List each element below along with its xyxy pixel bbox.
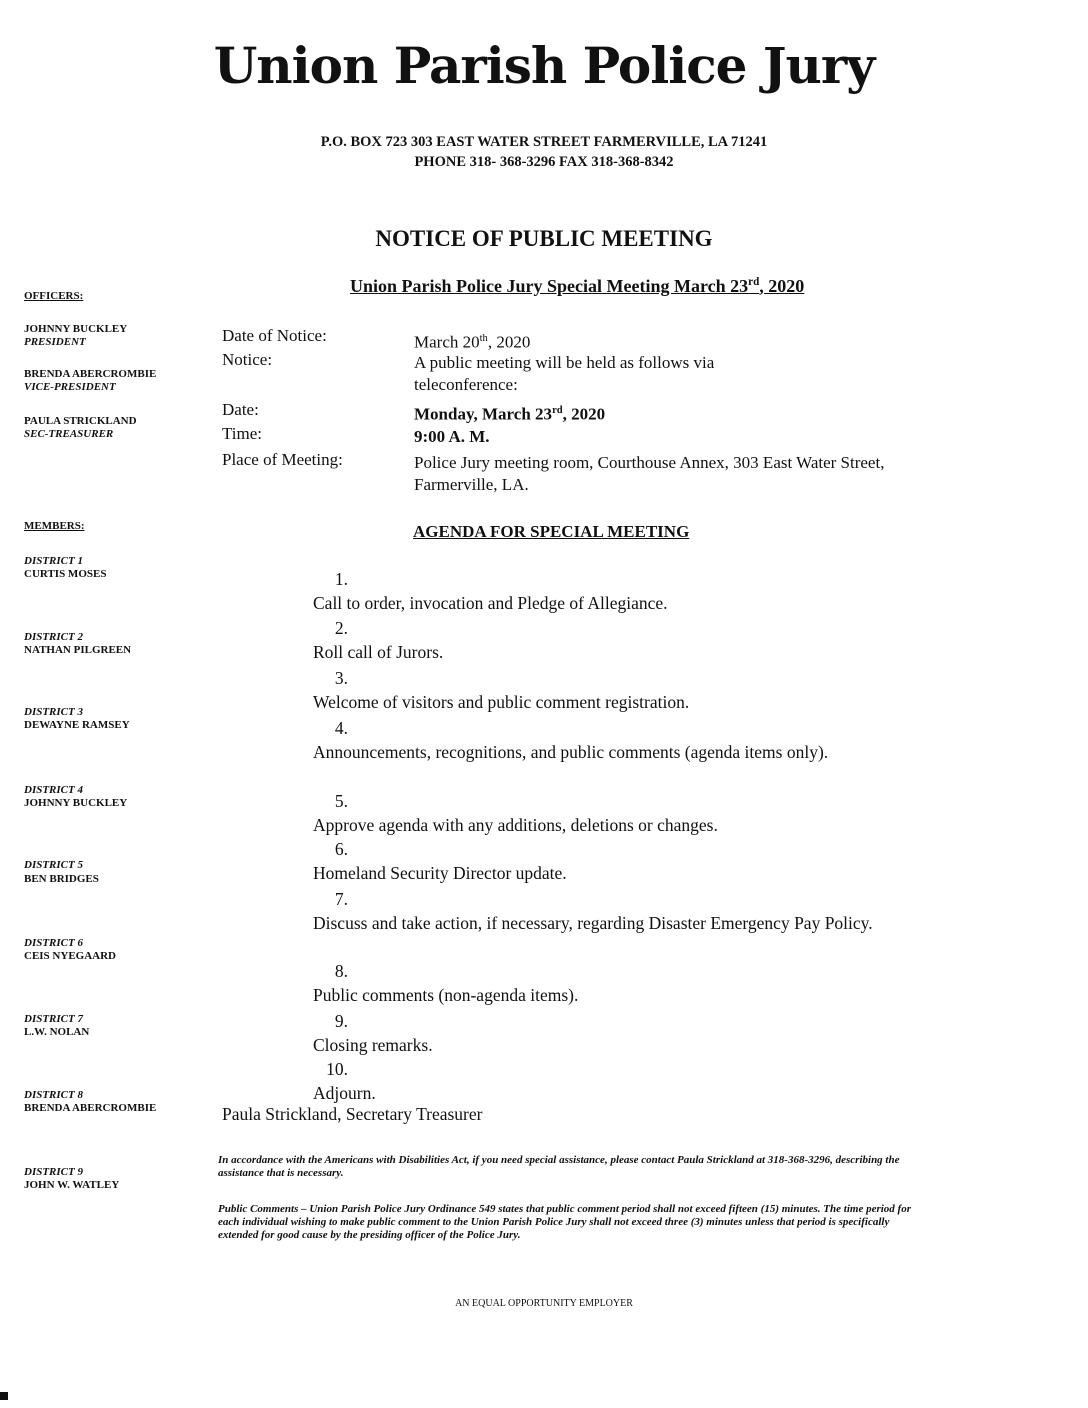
member-name: CEIS NYEGAARD [24, 950, 116, 962]
officer-name: PAULA STRICKLAND [24, 415, 137, 427]
signature-line: Paula Strickland, Secretary Treasurer [222, 1104, 483, 1124]
public-comments-notice: Public Comments – Union Parish Police Jury Ordinance 549 states that public comment period shall not exceed fifteen (15) minutes. The time period for each individual wishing to make public comment to the Union Parish Police Jury shall not exceed three (3) minutes unless that period is specifically extended for good cause by the presiding officer of the Police Jury. [218, 1203, 911, 1241]
notice-label: Notice: [222, 350, 273, 369]
agenda-item [313, 959, 933, 1007]
agenda-item-text: Welcome of visitors and public comment registration. [313, 692, 690, 712]
member-name: DEWAYNE RAMSEY [24, 719, 130, 731]
agenda-item [313, 666, 933, 714]
agenda-item-number: 10. [326, 1059, 348, 1079]
date-of-notice-label: Date of Notice: [222, 326, 327, 345]
meeting-subtitle: Union Parish Police Jury Special Meeting March 23rd, 2020 [350, 276, 805, 296]
agenda-item [313, 837, 933, 885]
agenda-item [313, 567, 933, 615]
member-district: DISTRICT 1 [24, 555, 83, 567]
agenda-item-text: Announcements, recognitions, and public comments (agenda items only). [313, 742, 829, 762]
date-value: Monday, March 23rd, 2020 [414, 404, 606, 424]
agenda-item [313, 1057, 933, 1105]
date-of-notice-value: March 20th, 2020 [414, 332, 531, 352]
agenda-item [313, 887, 933, 935]
member-district: DISTRICT 7 [24, 1013, 83, 1025]
agenda-item [313, 1009, 933, 1057]
date-label: Date: [222, 400, 259, 419]
agenda-item-text: Approve agenda with any additions, deletions or changes. [313, 815, 718, 835]
agenda-item-number: 6. [334, 839, 348, 859]
place-label: Place of Meeting: [222, 450, 343, 469]
officer-role: PRESIDENT [24, 336, 86, 348]
officer-name: JOHNNY BUCKLEY [24, 323, 128, 335]
member-name: NATHAN PILGREEN [24, 644, 132, 656]
agenda-item-number: 1. [334, 569, 348, 589]
member-district: DISTRICT 8 [24, 1089, 83, 1101]
member-name: CURTIS MOSES [24, 568, 107, 580]
agenda-item [313, 616, 933, 664]
member-district: DISTRICT 3 [24, 706, 83, 718]
member-district: DISTRICT 2 [24, 631, 83, 643]
members-heading: MEMBERS: [24, 520, 85, 532]
member-district: DISTRICT 9 [24, 1166, 83, 1178]
officer-role: SEC-TREASURER [24, 428, 114, 440]
agenda-item-number: 4. [334, 718, 348, 738]
member-district: DISTRICT 4 [24, 784, 83, 796]
officer-name: BRENDA ABERCROMBIE [24, 368, 157, 380]
phone-line: PHONE 318- 368-3296 FAX 318-368-8342 [414, 154, 674, 170]
agenda-item-text: Public comments (non-agenda items). [313, 985, 579, 1005]
ada-notice: In accordance with the Americans with Disabilities Act, if you need special assistance, please contact Paula Strickland at 318-368-3296, describing the assistance that is necessary. [218, 1154, 900, 1179]
address-line: P.O. BOX 723 303 EAST WATER STREET FARMERVILLE, LA 71241 [320, 134, 768, 150]
notice-title: NOTICE OF PUBLIC MEETING [375, 226, 713, 251]
agenda-item-text: Adjourn. [313, 1083, 376, 1103]
member-name: BEN BRIDGES [24, 873, 99, 885]
member-name: L.W. NOLAN [24, 1026, 90, 1038]
agenda-item-text: Roll call of Jurors. [313, 642, 444, 662]
time-value: 9:00 A. M. [414, 427, 490, 446]
member-district: DISTRICT 5 [24, 859, 83, 871]
member-name: JOHNNY BUCKLEY [24, 797, 128, 809]
agenda-item-number: 9. [334, 1011, 348, 1031]
place-value: Police Jury meeting room, Courthouse Annex, 303 East Water Street, Farmerville, LA. [414, 453, 885, 494]
officers-heading: OFFICERS: [24, 290, 84, 302]
agenda-item-number: 2. [334, 618, 348, 638]
agenda-item [313, 716, 933, 764]
agenda-item-text: Homeland Security Director update. [313, 863, 567, 883]
time-label: Time: [222, 424, 263, 443]
footer-equal-opportunity: AN EQUAL OPPORTUNITY EMPLOYER [455, 1298, 633, 1309]
agenda-item-number: 3. [334, 668, 348, 688]
agenda-item-number: 8. [334, 961, 348, 981]
scan-edge-mark [0, 1392, 8, 1400]
agenda-item-number: 7. [334, 889, 348, 909]
agenda-heading: AGENDA FOR SPECIAL MEETING [413, 522, 690, 541]
agenda-item [313, 789, 933, 837]
member-name: BRENDA ABERCROMBIE [24, 1102, 157, 1114]
notice-value: A public meeting will be held as follows via teleconference: [414, 353, 715, 394]
agenda-item-number: 5. [334, 791, 348, 811]
member-district: DISTRICT 6 [24, 937, 83, 949]
officer-role: VICE-PRESIDENT [24, 381, 116, 393]
organization-title: Union Parish Police Jury [213, 36, 875, 95]
agenda-item-text: Call to order, invocation and Pledge of Allegiance. [313, 593, 668, 613]
agenda-item-text: Discuss and take action, if necessary, regarding Disaster Emergency Pay Policy. [313, 913, 873, 933]
member-name: JOHN W. WATLEY [24, 1179, 120, 1191]
agenda-item-text: Closing remarks. [313, 1035, 433, 1055]
